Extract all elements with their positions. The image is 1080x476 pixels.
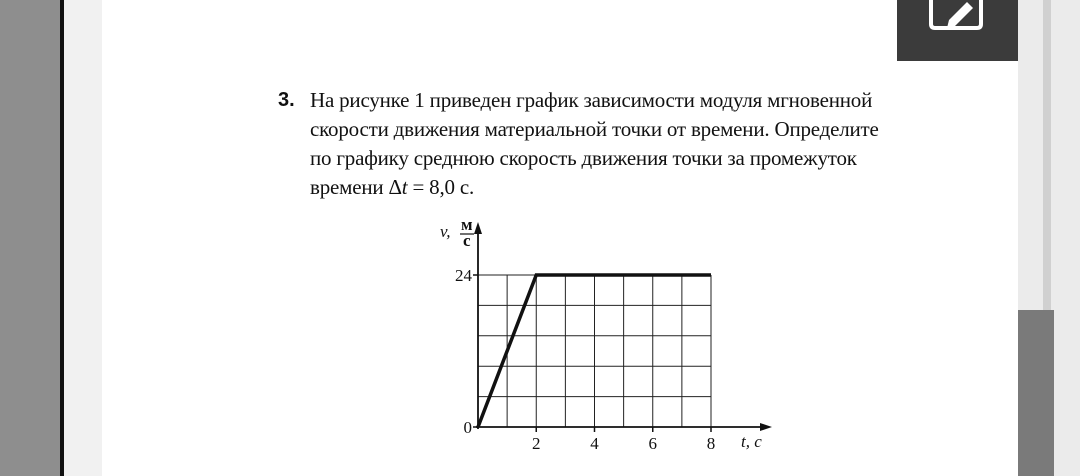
- problem-text-line: [310, 175, 474, 200]
- problem-text-prefix: времени Δ: [310, 175, 402, 199]
- y-axis-label-numerator: м: [461, 215, 473, 234]
- page-margin: [64, 0, 102, 476]
- left-background: [0, 0, 60, 476]
- y-axis-label-var: v,: [440, 222, 451, 241]
- problem-number: 3.: [278, 89, 295, 111]
- y-axis-arrow: [474, 222, 482, 234]
- y-tick-label: 0: [463, 418, 472, 437]
- problem-text-line: скорости движения материальной точки от времени. Определите: [310, 117, 879, 141]
- y-tick-label: 24: [455, 266, 472, 285]
- x-tick-label: 6: [648, 434, 657, 453]
- x-axis-arrow: [760, 423, 772, 431]
- problem-text-suffix: = 8,0 с.: [407, 175, 475, 199]
- x-tick-label: 2: [532, 434, 541, 453]
- problem-text-line: На рисунке 1 приведен график зависимости модуля мгновенной: [310, 88, 873, 112]
- problem-text-variable: t: [401, 175, 408, 199]
- chart-grid: [478, 275, 711, 427]
- problem-text-line: по графику среднюю скорость движения точки за промежуток: [310, 146, 857, 170]
- edit-icon: [927, 0, 987, 30]
- x-axis-label: t, с: [741, 432, 762, 451]
- edit-button[interactable]: [897, 0, 1018, 61]
- chart-axes: [474, 222, 772, 431]
- velocity-time-chart: [420, 210, 800, 460]
- x-tick-label: 4: [590, 434, 599, 453]
- chart-ticks: [455, 266, 715, 453]
- y-axis-label-denominator: с: [463, 231, 471, 250]
- x-tick-label: 8: [706, 434, 716, 453]
- scrollbar-thumb[interactable]: [1018, 310, 1054, 476]
